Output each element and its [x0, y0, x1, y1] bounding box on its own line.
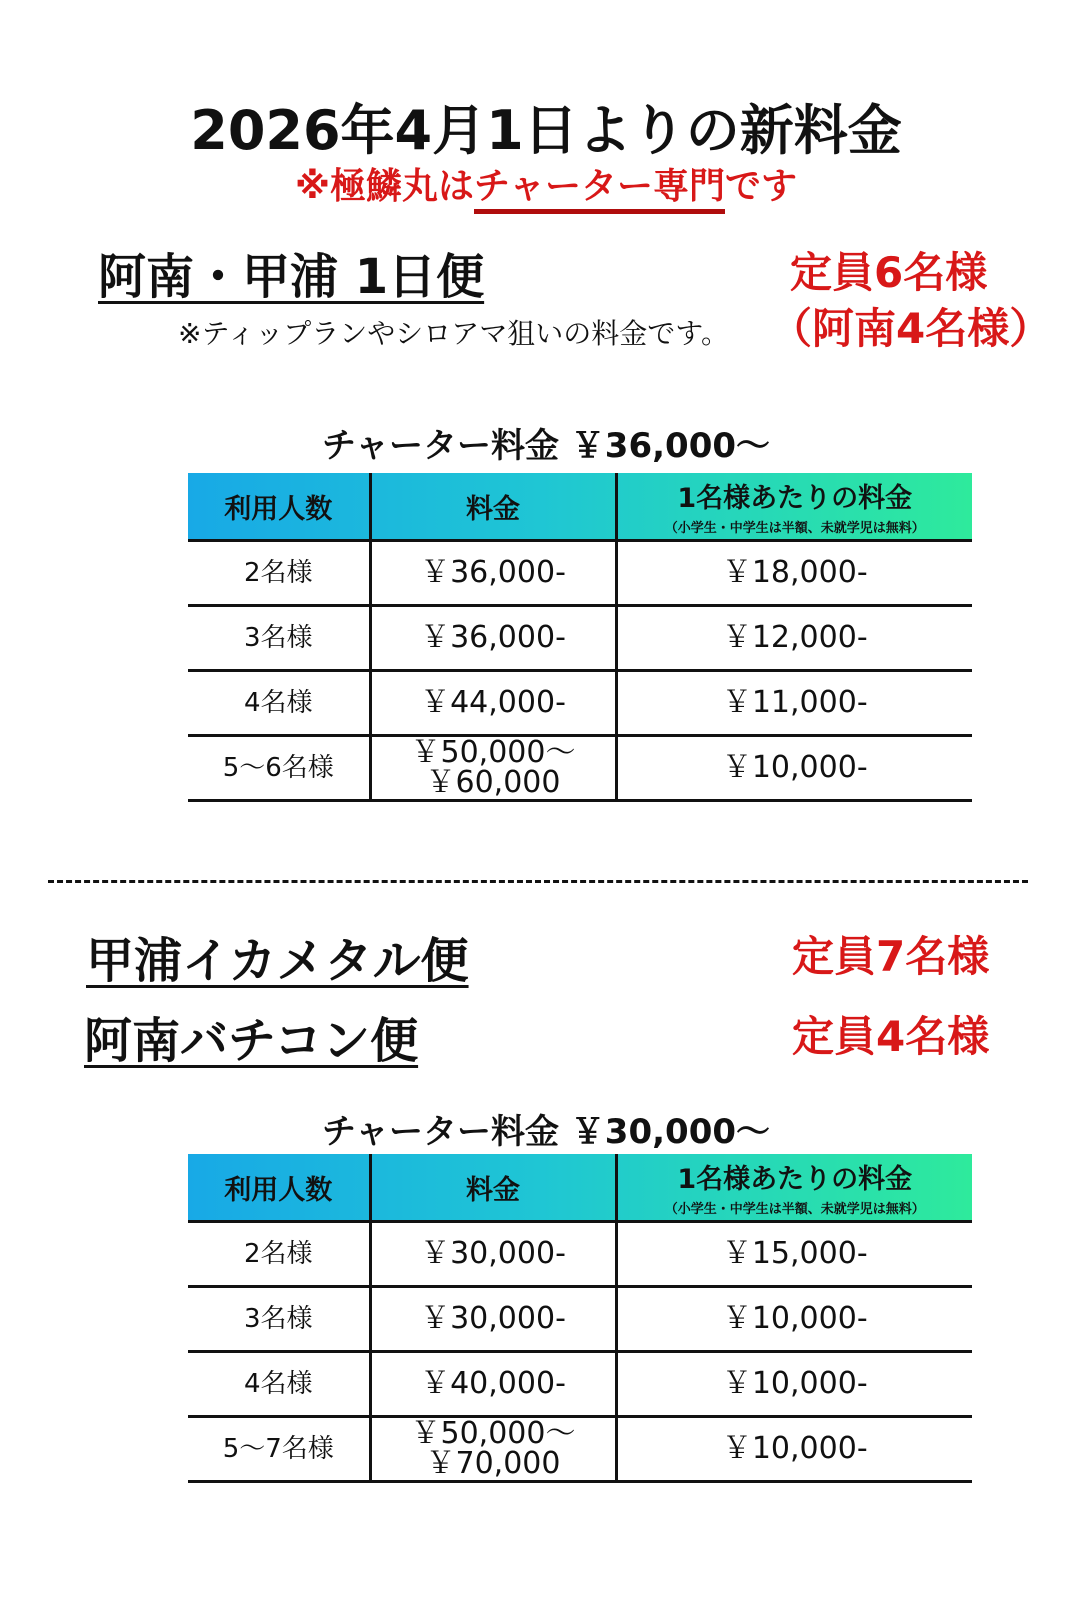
table-row [188, 1417, 972, 1482]
notice-emphasis: チャーター専門 [474, 166, 725, 214]
cell-people: 5～7名様 [188, 1417, 370, 1482]
table-row [188, 1287, 972, 1352]
cell-per-person: ￥10,000- [616, 736, 972, 801]
cell-fee: ￥50,000～ ￥60,000 [370, 736, 616, 801]
cell-people: 2名様 [188, 1222, 370, 1287]
cell-per-person: ￥18,000- [616, 541, 972, 606]
table-row [188, 541, 972, 606]
price-table-2 [188, 1154, 972, 1483]
cell-people: 4名様 [188, 1352, 370, 1417]
header-people: 利用人数 [188, 473, 370, 541]
section2-charge: チャーター料金 ￥30,000～ [321, 1112, 771, 1152]
table-row [188, 736, 972, 801]
header-fee: 料金 [370, 1154, 616, 1222]
cell-fee: ￥30,000- [370, 1287, 616, 1352]
section2-capacity-b: 定員4名様 [792, 1012, 990, 1061]
table-header-row [188, 473, 972, 541]
cell-fee: ￥44,000- [370, 671, 616, 736]
section2-title-b: 阿南バチコン便 [84, 1013, 419, 1069]
section1-title: 阿南・甲浦 1日便 [98, 249, 485, 305]
table-row [188, 1352, 972, 1417]
section1-capacity-sub: （阿南4名様） [770, 304, 1052, 353]
header-per-person: 1名様あたりの料金 （小学生・中学生は半額、未就学児は無料） [616, 473, 972, 541]
cell-fee: ￥30,000- [370, 1222, 616, 1287]
cell-people: 4名様 [188, 671, 370, 736]
section-divider [48, 880, 1028, 883]
cell-people: 5～6名様 [188, 736, 370, 801]
table-header-row [188, 1154, 972, 1222]
cell-per-person: ￥10,000- [616, 1417, 972, 1482]
cell-fee: ￥36,000- [370, 606, 616, 671]
cell-people: 3名様 [188, 1287, 370, 1352]
cell-per-person: ￥15,000- [616, 1222, 972, 1287]
cell-per-person: ￥12,000- [616, 606, 972, 671]
cell-fee: ￥50,000～ ￥70,000 [370, 1417, 616, 1482]
section2-capacity-a: 定員7名様 [792, 932, 990, 981]
cell-fee: ￥40,000- [370, 1352, 616, 1417]
notice-suffix: です [724, 166, 797, 207]
header-per-person: 1名様あたりの料金 （小学生・中学生は半額、未就学児は無料） [616, 1154, 972, 1222]
cell-per-person: ￥10,000- [616, 1287, 972, 1352]
table-row [188, 606, 972, 671]
cell-per-person: ￥10,000- [616, 1352, 972, 1417]
cell-fee: ￥36,000- [370, 541, 616, 606]
table-row [188, 671, 972, 736]
table-row [188, 1222, 972, 1287]
price-table-1 [188, 473, 972, 802]
section2-title-a: 甲浦イカメタル便 [86, 933, 469, 989]
cell-per-person: ￥11,000- [616, 671, 972, 736]
charter-notice [0, 158, 1092, 209]
cell-people: 3名様 [188, 606, 370, 671]
section1-charge: チャーター料金 ￥36,000～ [321, 426, 771, 466]
header-fee: 料金 [370, 473, 616, 541]
page-title: 2026年4月1日よりの新料金 [190, 99, 902, 162]
section1-capacity: 定員6名様 [790, 248, 988, 297]
cell-people: 2名様 [188, 541, 370, 606]
section1-note: ※ティップランやシロアマ狙いの料金です。 [178, 317, 729, 350]
header-people: 利用人数 [188, 1154, 370, 1222]
notice-prefix: ※極鱗丸は [295, 166, 475, 207]
